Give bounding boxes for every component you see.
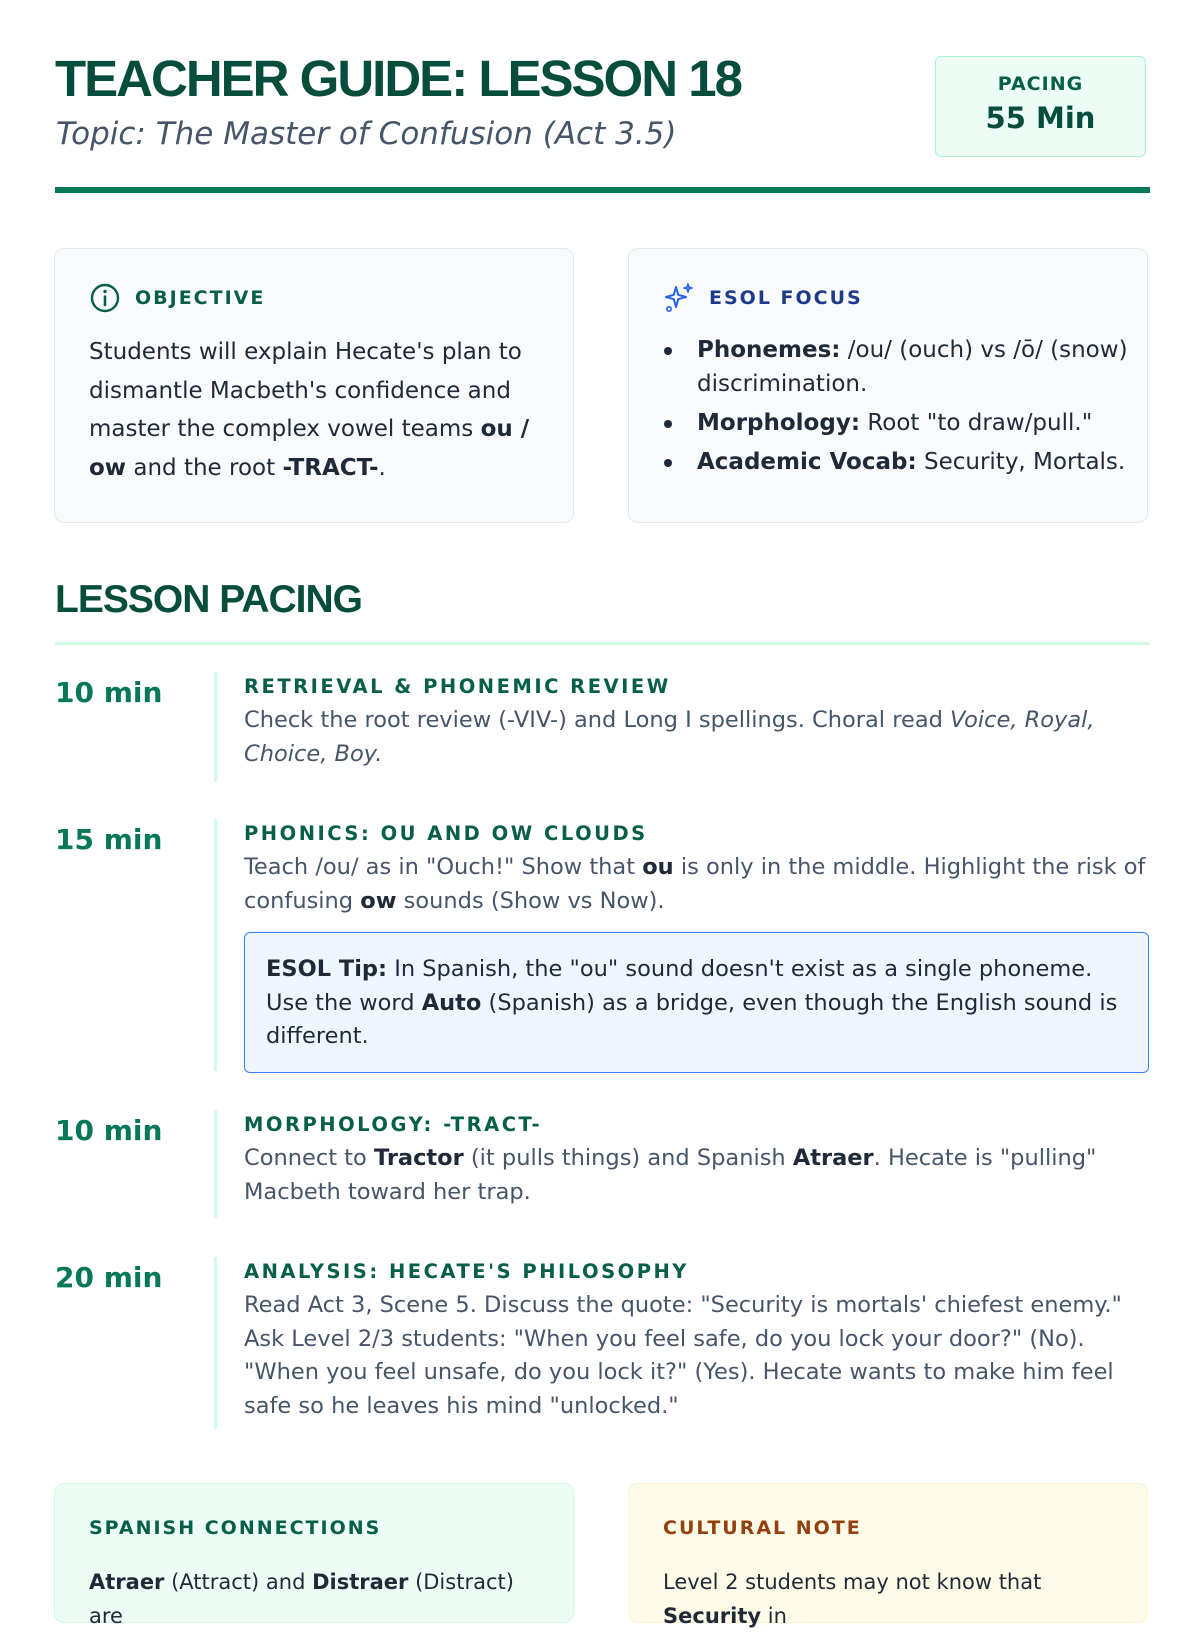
objective-text: Students will explain Hecate's plan to dismantle Macbeth's confidence and master the complex vowel teams ou / ow and the root -TRACT-. [89,339,530,481]
spanish-connections-heading: SPANISH CONNECTIONS [89,1517,382,1539]
list-item: Phonemes: /ou/ (ouch) vs /ō/ (snow) discrimination. [663,333,1133,401]
cultural-note-card [628,1483,1148,1628]
timeline-bar [214,1257,217,1429]
step-time: 10 min [55,1114,163,1147]
objective-header [89,282,265,314]
step-title: MORPHOLOGY: -TRACT- [244,1113,543,1136]
spanish-connections-card [54,1483,574,1628]
sparkles-icon [663,282,695,314]
header-divider [55,187,1150,193]
vowel-teams: ou / ow [89,416,530,481]
step-time: 20 min [55,1261,163,1294]
root-term: -TRACT- [282,454,379,481]
esol-tip-label: ESOL Tip: [266,956,388,982]
spanish-connections-text: Atraer (Attract) and Distraer (Distract) are [89,1570,514,1628]
step-text: Connect to Tractor (it pulls things) and Spanish Atraer. Hecate is "pulling" Macbeth toward her trap. [244,1145,1097,1205]
esol-focus-header [663,282,863,314]
timeline-bar [214,1110,217,1218]
esol-focus-heading: ESOL FOCUS [709,287,863,309]
step-text: Read Act 3, Scene 5. Discuss the quote: "Security is mortals' chiefest enemy." Ask Level 2/3 students: "When you feel safe, do you lock your door?" (No). "When you feel unsafe, do you lock it?" (Yes). Hecate wants to make him feel safe so he leaves his mind "unlocked." [244,1292,1122,1419]
step-title: RETRIEVAL & PHONEMIC REVIEW [244,675,671,698]
objective-heading: OBJECTIVE [135,287,266,309]
step-text: Check the root review (-VIV-) and Long I spellings. Choral read Voice, Royal, Choice, Boy. [244,707,1095,767]
esol-tip-callout: ESOL Tip: In Spanish, the "ou" sound doesn't exist as a single phoneme. Use the word Auto (Spanish) as a bridge, even though the English sound is different. [244,932,1149,1073]
pacing-label: PACING [997,73,1084,95]
esol-focus-list [663,333,1133,484]
pacing-badge [935,56,1146,157]
esol-focus-card [628,248,1148,523]
info-icon [89,282,121,314]
pacing-value: 55 Min [985,101,1096,135]
objective-card [54,248,574,523]
timeline-bar [214,819,217,1071]
page-subtitle: Topic: The Master of Confusion (Act 3.5) [56,116,677,152]
step-title: PHONICS: OU AND OW CLOUDS [244,822,648,845]
step-text: Teach /ou/ as in "Ouch!" Show that ou is only in the middle. Highlight the risk of confusing ow sounds (Show vs Now). [244,854,1146,914]
cultural-note-heading: CULTURAL NOTE [663,1517,862,1539]
list-item: Morphology: Root "to draw/pull." [663,406,1133,440]
cultural-note-text: Level 2 students may not know that Security in [663,1570,1042,1628]
page-title: TEACHER GUIDE: LESSON 18 [55,50,741,107]
step-time: 15 min [55,823,163,856]
lesson-pacing-heading: LESSON PACING [55,578,362,621]
timeline-bar [214,672,217,782]
step-title: ANALYSIS: HECATE'S PHILOSOPHY [244,1260,689,1283]
step-time: 10 min [55,676,163,709]
section-divider [55,642,1150,645]
list-item: Academic Vocab: Security, Mortals. [663,445,1133,479]
